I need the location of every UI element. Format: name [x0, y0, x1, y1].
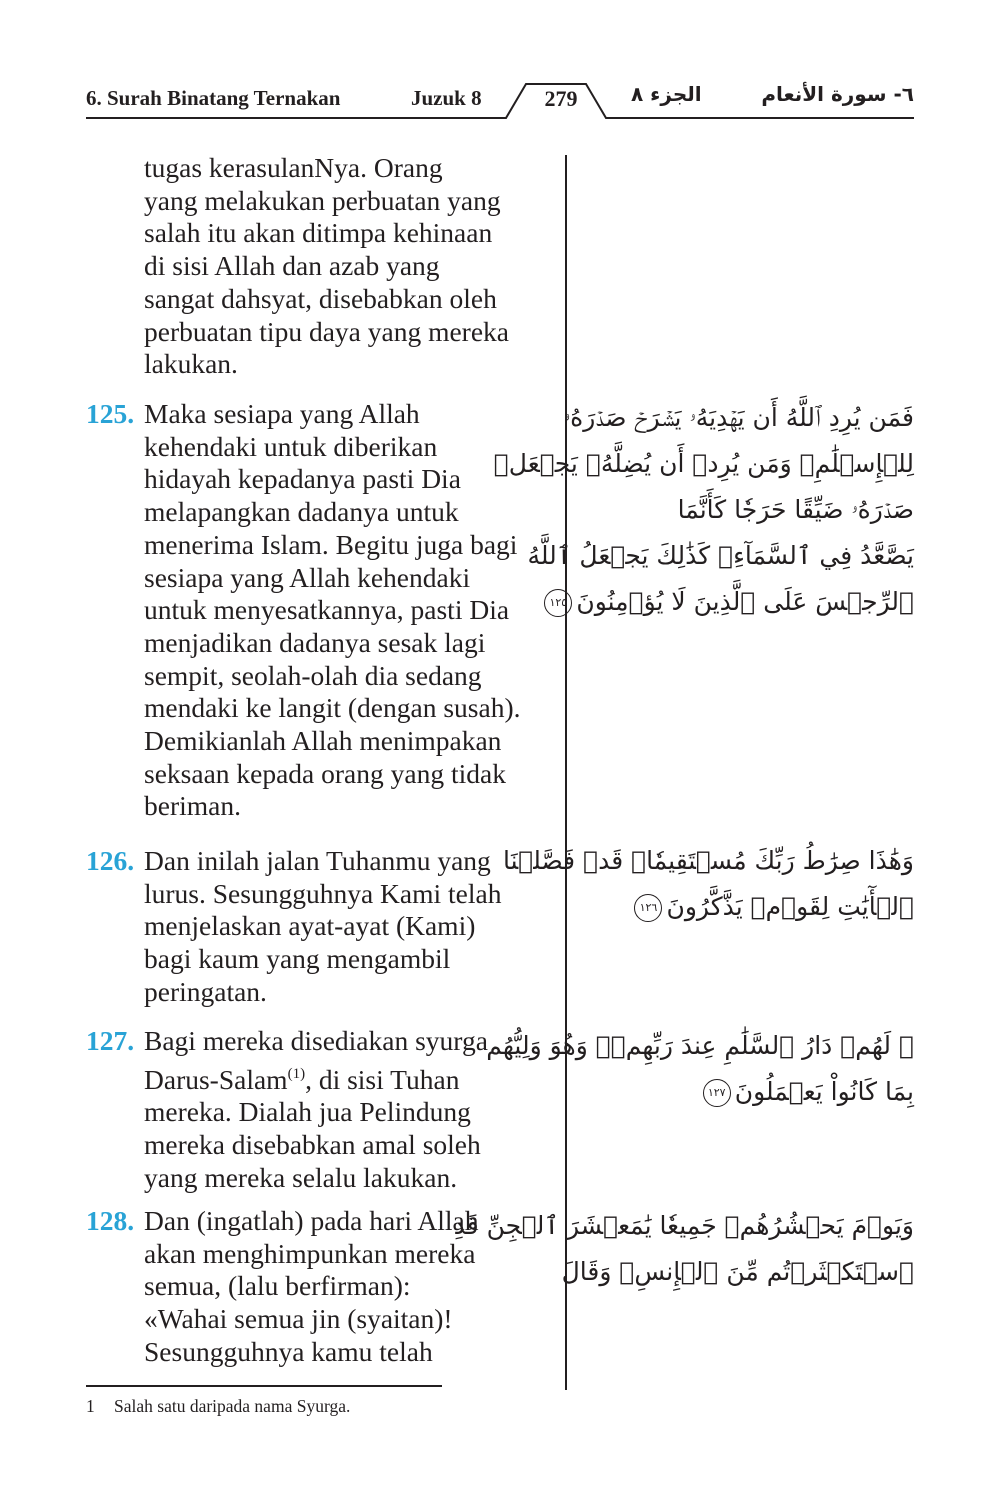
- text-line: melapangkan dadanya untuk: [144, 496, 459, 528]
- text-line: Demikianlah Allah menimpakan: [144, 725, 502, 757]
- arabic-line: يَصَّعَّدُ فِي ٱلسَّمَآءِۚ كَذَٰلِكَ يَجۡعَلُ ٱللَّهُ: [527, 541, 914, 570]
- text-line: Maka sesiapa yang Allah: [144, 398, 420, 429]
- text-line: salah itu akan ditimpa kehinaan: [144, 217, 493, 249]
- text-line: mereka. Dialah jua Pelindung: [144, 1096, 471, 1128]
- text-line: menerima Islam. Begitu juga bagi: [144, 528, 518, 560]
- text-line: sesiapa yang Allah kehendaki: [144, 561, 471, 593]
- verse-125-translation: [86, 398, 564, 823]
- verse-end-marker: ١٢٥: [544, 589, 572, 617]
- text-line: Bagi mereka disediakan syurga: [144, 1025, 488, 1056]
- text-line: sempit, seolah-olah dia sedang: [144, 659, 482, 691]
- verse-number: 125.: [86, 398, 135, 429]
- text-line: Sesungguhnya kamu telah: [144, 1335, 433, 1367]
- arabic-line: لِلۡإِسۡلَٰمِۖ وَمَن يُرِدۡ أَن يُضِلَّهُۥ يَجۡعَلۡ: [493, 449, 914, 478]
- text-line: lakukan.: [144, 348, 238, 380]
- verse-number: 128.: [86, 1205, 135, 1236]
- text-line: bagi kaum yang mengambil: [144, 943, 451, 975]
- arabic-line: [584, 1069, 914, 1115]
- verse-number: 127.: [86, 1025, 135, 1056]
- text-line: perbuatan tipu daya yang mereka: [144, 315, 509, 347]
- text-line: peringatan.: [144, 975, 267, 1007]
- text-line: sangat dahsyat, disebabkan oleh: [144, 282, 497, 314]
- arabic-line: [549, 579, 914, 625]
- text-line: lurus. Sesungguhnya Kami telah: [144, 877, 502, 909]
- text-line: Dan inilah jalan Tuhanmu yang: [144, 845, 491, 876]
- page-header: [86, 78, 914, 122]
- text-line: untuk menyesatkannya, pasti Dia: [144, 594, 510, 626]
- text-span: , di sisi Tuhan: [305, 1063, 460, 1095]
- text-span: Darus-Salam: [144, 1063, 288, 1095]
- text-line: yang melakukan perbuatan yang: [144, 184, 501, 216]
- arabic-line: ٱسۡتَكۡثَرۡتُم مِّنَ ٱلۡإِنسِۖ وَقَالَ: [561, 1257, 914, 1286]
- text-line: Dan (ingatlah) pada hari Allah: [144, 1205, 479, 1236]
- arabic-line: وَهَٰذَا صِرَٰطُ رَبِّكَ مُسۡتَقِيمٗاۗ قَدۡ فَصَّلۡنَا: [503, 846, 914, 875]
- text-line: hidayah kepadanya pasti Dia: [144, 463, 461, 495]
- surah-title: 6. Surah Binatang Ternakan: [86, 86, 341, 110]
- arabic-line: ۞ لَهُمۡ دَارُ ٱلسَّلَٰمِ عِندَ رَبِّهِمۡۖ وَهُوَ وَلِيُّهُم: [486, 1031, 914, 1060]
- text-line: beriman.: [144, 790, 241, 822]
- page-number: 279: [544, 86, 578, 111]
- verse-126-arabic: [503, 838, 914, 930]
- footnote-number: 1: [86, 1396, 95, 1416]
- arabic-text: ٱلرِّجۡسَ عَلَى ٱلَّذِينَ لَا يُؤۡمِنُونَ: [576, 587, 914, 616]
- arabic-line: فَمَن يُرِدِ ٱللَّهُ أَن يَهۡدِيَهُۥ يَشۡرَحۡ صَدۡرَهُۥ: [563, 403, 914, 432]
- surah-title-arabic: ٦- سورة الأنعام: [761, 82, 914, 106]
- arabic-line: وَيَوۡمَ يَحۡشُرُهُمۡ جَمِيعٗا يَٰمَعۡشَرَ ٱلۡجِنِّ قَدِ: [453, 1211, 914, 1240]
- verse-end-marker: ١٢٧: [703, 1079, 731, 1107]
- verse-end-marker: ١٢٦: [634, 894, 662, 922]
- verse-number: 126.: [86, 845, 135, 876]
- juz-arabic: الجزء ٨: [631, 82, 702, 106]
- text-line: akan menghimpunkan mereka: [144, 1237, 476, 1269]
- footnote-rule: [86, 1385, 442, 1387]
- verse-127-arabic: [486, 1023, 914, 1115]
- arabic-line: [584, 884, 914, 930]
- text-line: semua, (lalu berfirman):: [144, 1270, 411, 1302]
- footnote-ref: (1): [287, 1065, 306, 1082]
- footnote: [86, 1396, 350, 1417]
- text-line: menjadikan dadanya sesak lagi: [144, 626, 486, 658]
- verse-128-arabic: [453, 1203, 914, 1295]
- text-line: seksaan kepada orang yang tidak: [144, 757, 506, 789]
- arabic-text: بِمَا كَانُواْ يَعۡمَلُونَ: [734, 1077, 914, 1106]
- verse-125-arabic: [493, 395, 914, 625]
- arabic-line: صَدۡرَهُۥ ضَيِّقًا حَرَجٗا كَأَنَّمَا: [677, 495, 914, 524]
- text-line: menjelaskan ayat-ayat (Kami): [144, 910, 476, 942]
- footnote-text: Salah satu daripada nama Syurga.: [114, 1396, 351, 1416]
- verse-126-translation: [86, 845, 564, 1009]
- text-line: yang mereka selalu lakukan.: [144, 1161, 458, 1193]
- text-line: kehendaki untuk diberikan: [144, 430, 438, 462]
- text-line: mendaki ke langit (dengan susah).: [144, 692, 521, 724]
- juzuk-label: Juzuk 8: [411, 86, 482, 110]
- continuation-text: [86, 152, 564, 381]
- text-line: tugas kerasulanNya. Orang: [144, 152, 443, 183]
- text-line: di sisi Allah dan azab yang: [144, 250, 440, 282]
- text-line: mereka disebabkan amal soleh: [144, 1129, 481, 1161]
- text-line: «Wahai semua jin (syaitan)!: [144, 1303, 453, 1335]
- arabic-text: ٱلۡأٓيَٰتِ لِقَوۡمٖ يَذَّكَّرُونَ: [666, 892, 914, 921]
